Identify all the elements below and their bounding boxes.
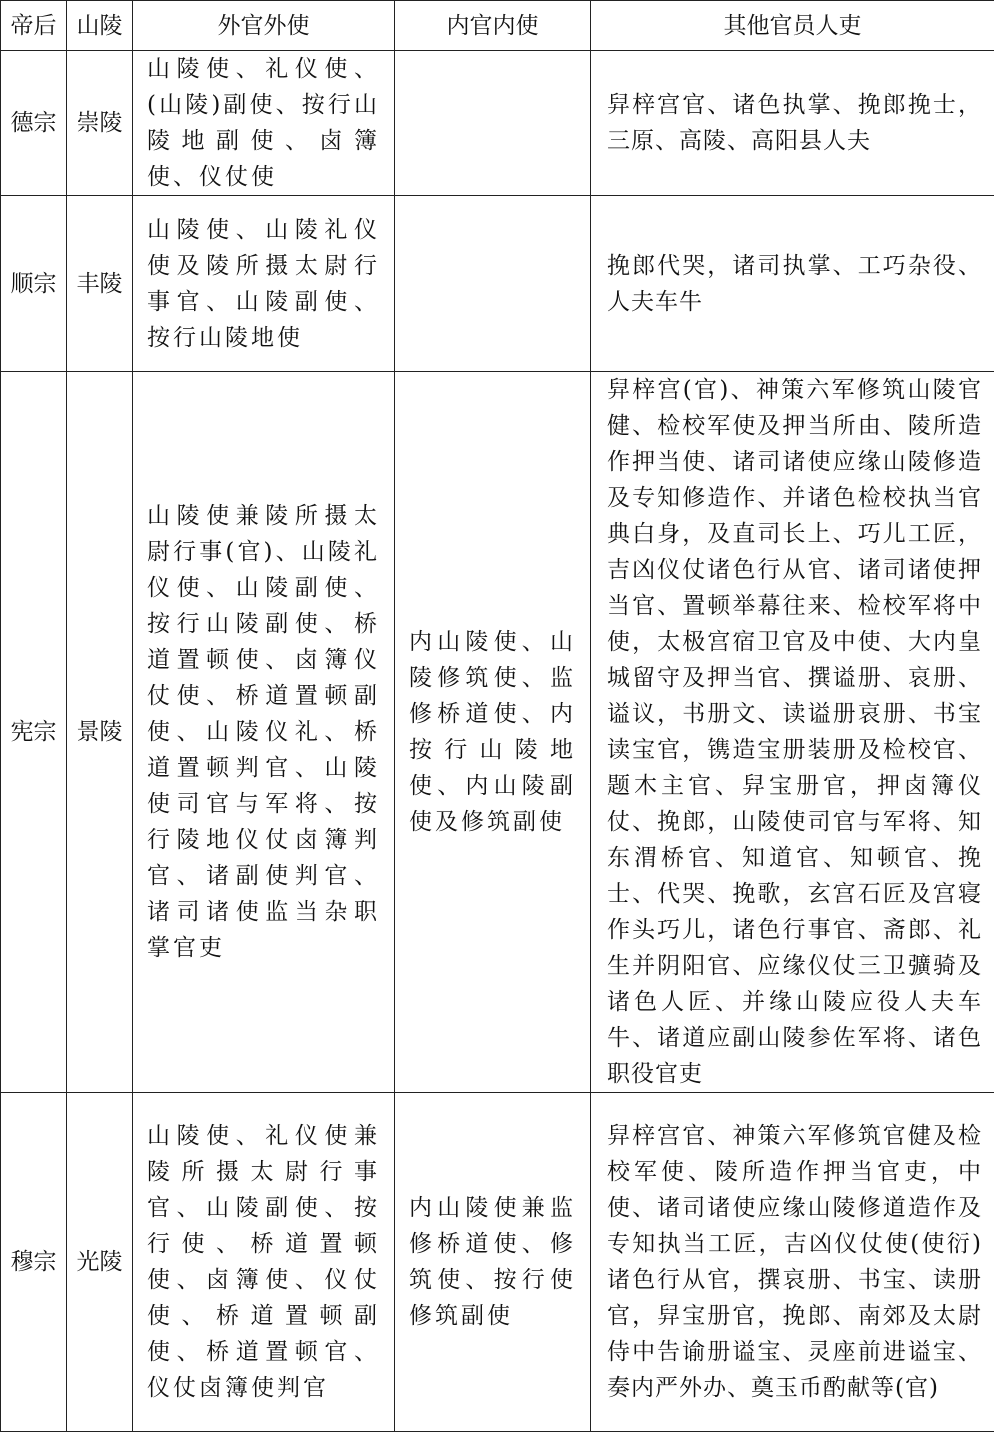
- mausoleum-cell: 丰陵: [67, 196, 133, 372]
- emperor-cell: 宪宗: [1, 372, 67, 1093]
- other-officials-cell: 舁梓宫官、神策六军修筑官健及检校军使、陵所造作押当官吏，中使、诸司诸使应缘山陵修道造作及专知执当工匠，吉凶仪仗使(使衍)诸色行从官，撰哀册、书宝、读册官，舁宝册官，挽郎、南郊及太尉侍中告谕册谥宝、灵座前进谥宝、奏内严外办、奠玉币酌献等(官): [591, 1093, 994, 1432]
- other-officials-cell: 舁梓宫官、诸色执掌、挽郎挽士，三原、高陵、高阳县人夫: [591, 51, 994, 196]
- header-row: [1, 1, 994, 51]
- emperor-cell: 穆宗: [1, 1093, 67, 1432]
- mausoleum-cell: 景陵: [67, 372, 133, 1093]
- inner-officials-cell: 内山陵使、山陵修筑使、监修桥道使、内按行山陵地使、内山陵副使及修筑副使: [395, 372, 591, 1093]
- header-inner-officials: 内官内使: [395, 1, 591, 51]
- header-other-officials: 其他官员人吏: [591, 1, 994, 51]
- table-header: [1, 1, 994, 51]
- other-officials-cell: 挽郎代哭，诸司执掌、工巧杂役、人夫车牛: [591, 196, 994, 372]
- emperor-cell: 顺宗: [1, 196, 67, 372]
- inner-officials-cell: [395, 51, 591, 196]
- outer-officials-cell: 山陵使、山陵礼仪使及陵所摄太尉行事官、山陵副使、按行山陵地使: [133, 196, 395, 372]
- outer-officials-cell: 山陵使、礼仪使兼陵所摄太尉行事官、山陵副使、按行使、桥道置顿使、卤簿使、仪仗使、桥道置顿副使、桥道置顿官、仪仗卤簿使判官: [133, 1093, 395, 1432]
- header-outer-officials: 外官外使: [133, 1, 395, 51]
- other-officials-cell: 舁梓宫(官)、神策六军修筑山陵官健、检校军使及押当所由、陵所造作押当使、诸司诸使应缘山陵修造及专知修造作、并诸色检校执当官典白身，及直司长上、巧儿工匠，吉凶仪仗诸色行从官、诸司诸使押当官、置顿举幕往来、检校军将中使，太极宫宿卫官及中使、大内皇城留守及押当官、撰谥册、哀册、谥议，书册文、读谥册哀册、书宝读宝官，镌造宝册装册及检校官、题木主官、舁宝册官，押卤簿仪仗、挽郎，山陵使司官与军将、知东渭桥官、知道官、知顿官、挽士、代哭、挽歌，玄宫石匠及宫寝作头巧儿，诸色行事官、斋郎、礼生并阴阳官、应缘仪仗三卫彍骑及诸色人匠、并缘山陵应役人夫车牛、诸道应副山陵参佐军将、诸色职役官吏: [591, 372, 994, 1093]
- mausoleum-cell: 崇陵: [67, 51, 133, 196]
- mausoleum-cell: 光陵: [67, 1093, 133, 1432]
- table-row: [1, 1093, 994, 1432]
- table-row: [1, 372, 994, 1093]
- table-row: [1, 51, 994, 196]
- table-row: [1, 196, 994, 372]
- header-mausoleum: 山陵: [67, 1, 133, 51]
- inner-officials-cell: 内山陵使兼监修桥道使、修筑使、按行使修筑副使: [395, 1093, 591, 1432]
- inner-officials-cell: [395, 196, 591, 372]
- header-emperor: 帝后: [1, 1, 67, 51]
- table-body: [1, 51, 994, 1432]
- outer-officials-cell: 山陵使兼陵所摄太尉行事(官)、山陵礼仪使、山陵副使、按行山陵副使、桥道置顿使、卤簿仪仗使、桥道置顿副使、山陵仪礼、桥道置顿判官、山陵使司官与军将、按行陵地仪仗卤簿判官、诸副使判官、诸司诸使监当杂职掌官吏: [133, 372, 395, 1093]
- emperor-cell: 德宗: [1, 51, 67, 196]
- outer-officials-cell: 山陵使、礼仪使、(山陵)副使、按行山陵地副使、卤簿使、仪仗使: [133, 51, 395, 196]
